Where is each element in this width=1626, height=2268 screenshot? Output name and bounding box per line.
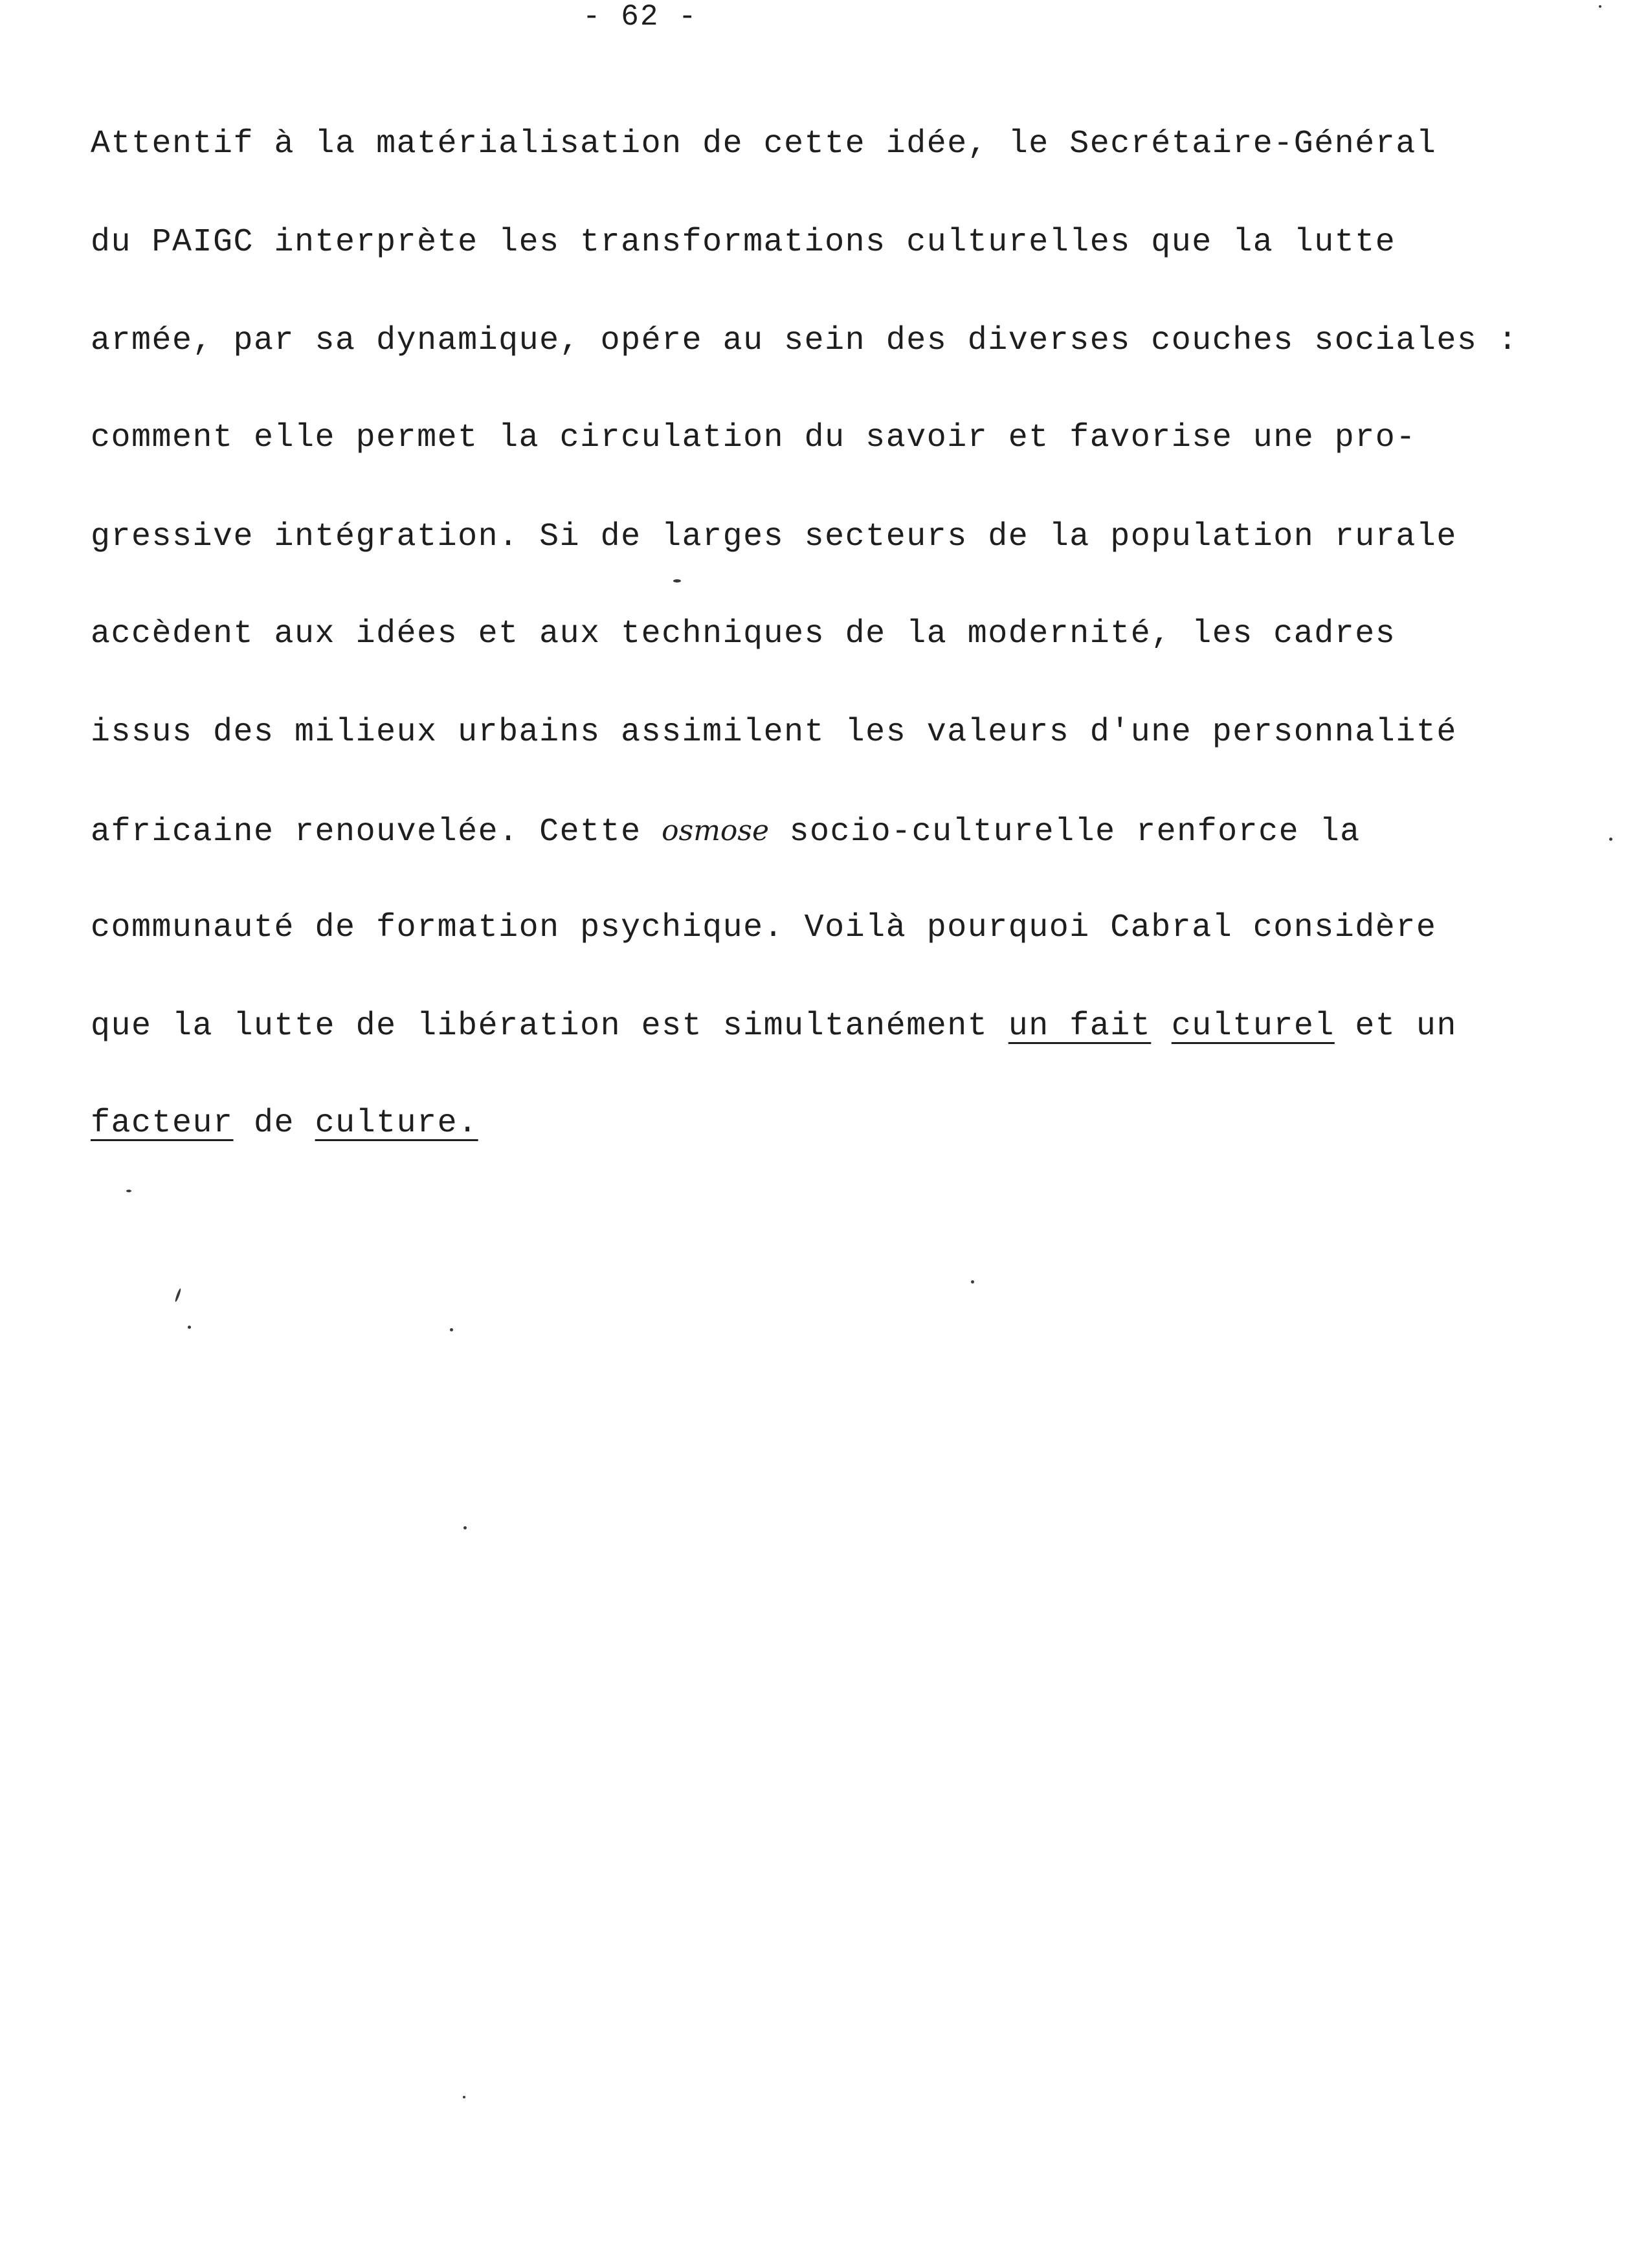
scan-speck xyxy=(971,1280,974,1284)
line10-after: et un xyxy=(1334,1008,1457,1045)
line10-space xyxy=(1151,1008,1172,1045)
underlined-un-fait: un fait xyxy=(1008,1008,1152,1045)
scan-speck xyxy=(463,2096,465,2098)
underlined-culturel: culturel xyxy=(1171,1008,1335,1045)
body-line-8 xyxy=(91,812,1361,852)
scan-speck xyxy=(673,579,681,583)
line10-before: que la lutte de libération est simultanément xyxy=(91,1008,1008,1045)
page-number: - 62 - xyxy=(583,0,698,34)
body-line-3: armée, par sa dynamique, opére au sein des diverses couches sociales : xyxy=(91,322,1519,359)
body-line-6: accèdent aux idées et aux techniques de la modernité, les cadres xyxy=(91,616,1396,652)
body-line-7: issus des milieux urbains assimilent les valeurs d'une personnalité xyxy=(91,714,1457,751)
scan-speck xyxy=(188,1326,191,1329)
line8-after: socio-culturelle renforce la xyxy=(769,814,1361,850)
scan-speck xyxy=(450,1328,453,1331)
line8-before: africaine renouvelée. Cette xyxy=(91,814,662,850)
line11-mid: de xyxy=(233,1105,315,1142)
scan-speck xyxy=(1609,838,1612,841)
scan-speck xyxy=(463,1526,467,1529)
body-line-5: gressive intégration. Si de larges secteurs de la population rurale xyxy=(91,518,1457,555)
body-line-11 xyxy=(91,1104,478,1143)
body-line-4: comment elle permet la circulation du savoir et favorise une pro- xyxy=(91,419,1416,456)
underlined-culture: culture. xyxy=(315,1105,478,1142)
scan-speck xyxy=(174,1288,181,1302)
body-line-10 xyxy=(91,1007,1457,1046)
scan-speck xyxy=(1599,5,1601,8)
body-line-9: communauté de formation psychique. Voilà pourquoi Cabral considère xyxy=(91,909,1437,946)
body-line-1: Attentif à la matérialisation de cette idée, le Secrétaire-Général xyxy=(91,126,1437,162)
body-line-2: du PAIGC interprète les transformations culturelles que la lutte xyxy=(91,224,1396,261)
handwritten-correction: osmose xyxy=(662,814,770,847)
underlined-facteur: facteur xyxy=(91,1105,234,1142)
scan-speck xyxy=(126,1190,131,1192)
